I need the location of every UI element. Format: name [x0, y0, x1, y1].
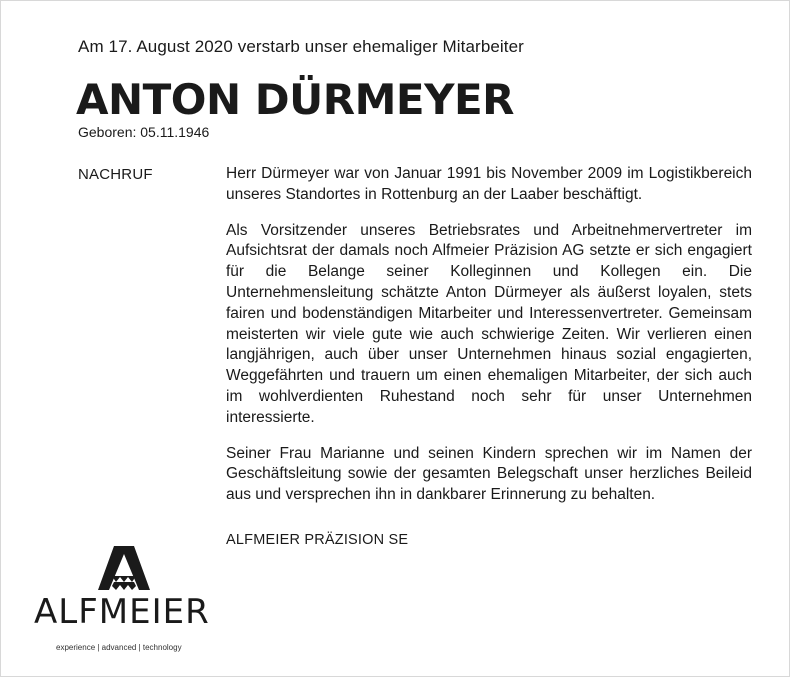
paragraph-employment: Herr Dürmeyer war von Januar 1991 bis November 2009 im Logistikbereich unseres Standortes in Rottenburg an der Laaber beschäftigt.: [226, 165, 752, 203]
birth-date: Geboren: 05.11.1946: [78, 124, 210, 140]
deceased-name: ANTON DÜRMEYER: [76, 75, 515, 124]
paragraph-condolences: Seiner Frau Marianne und seinen Kindern sprechen wir im Namen der Geschäftsleitung sowie der gesamten Belegschaft unser herzliches Beileid aus und versprechen ihn in dankbarer Erinnerung zu behalten.: [226, 444, 752, 504]
death-announcement-intro: Am 17. August 2020 verstarb unser ehemaliger Mitarbeiter: [78, 37, 524, 56]
alfmeier-logo: [34, 546, 214, 656]
company-signature: ALFMEIER PRÄZISION SE: [226, 532, 409, 548]
section-label-nachruf: NACHRUF: [78, 166, 153, 183]
logo-wordmark: ALFMEIER: [34, 592, 210, 632]
paragraph-tribute: Als Vorsitzender unseres Betriebsrates und Arbeitnehmervertreter im Aufsichtsrat der damals noch Alfmeier Präzision AG setzte er sich engagiert für die Belange seiner Kolleginnen und Kollegen ein. Die Unternehmensleitung schätzte Anton Dürmeyer als äußerst loyalen, stets fairen und bodenständigen Mitarbeiter und Interessenvertreter. Gemeinsam meisterten wir viele gute wie auch schwierige Zeiten. Wir verlieren einen langjährigen, auch über unser Unternehmen hinaus sozial engagierten, Weggefährten und trauern um einen ehemaligen Mitarbeiter, der sich auch im wohlverdienten Ruhestand noch sehr für unser Unternehmen interessierte.: [226, 221, 752, 426]
alfmeier-a-mark-icon: [98, 546, 150, 590]
obituary-body: [226, 164, 752, 521]
logo-tagline: experience | advanced | technology: [56, 643, 182, 652]
